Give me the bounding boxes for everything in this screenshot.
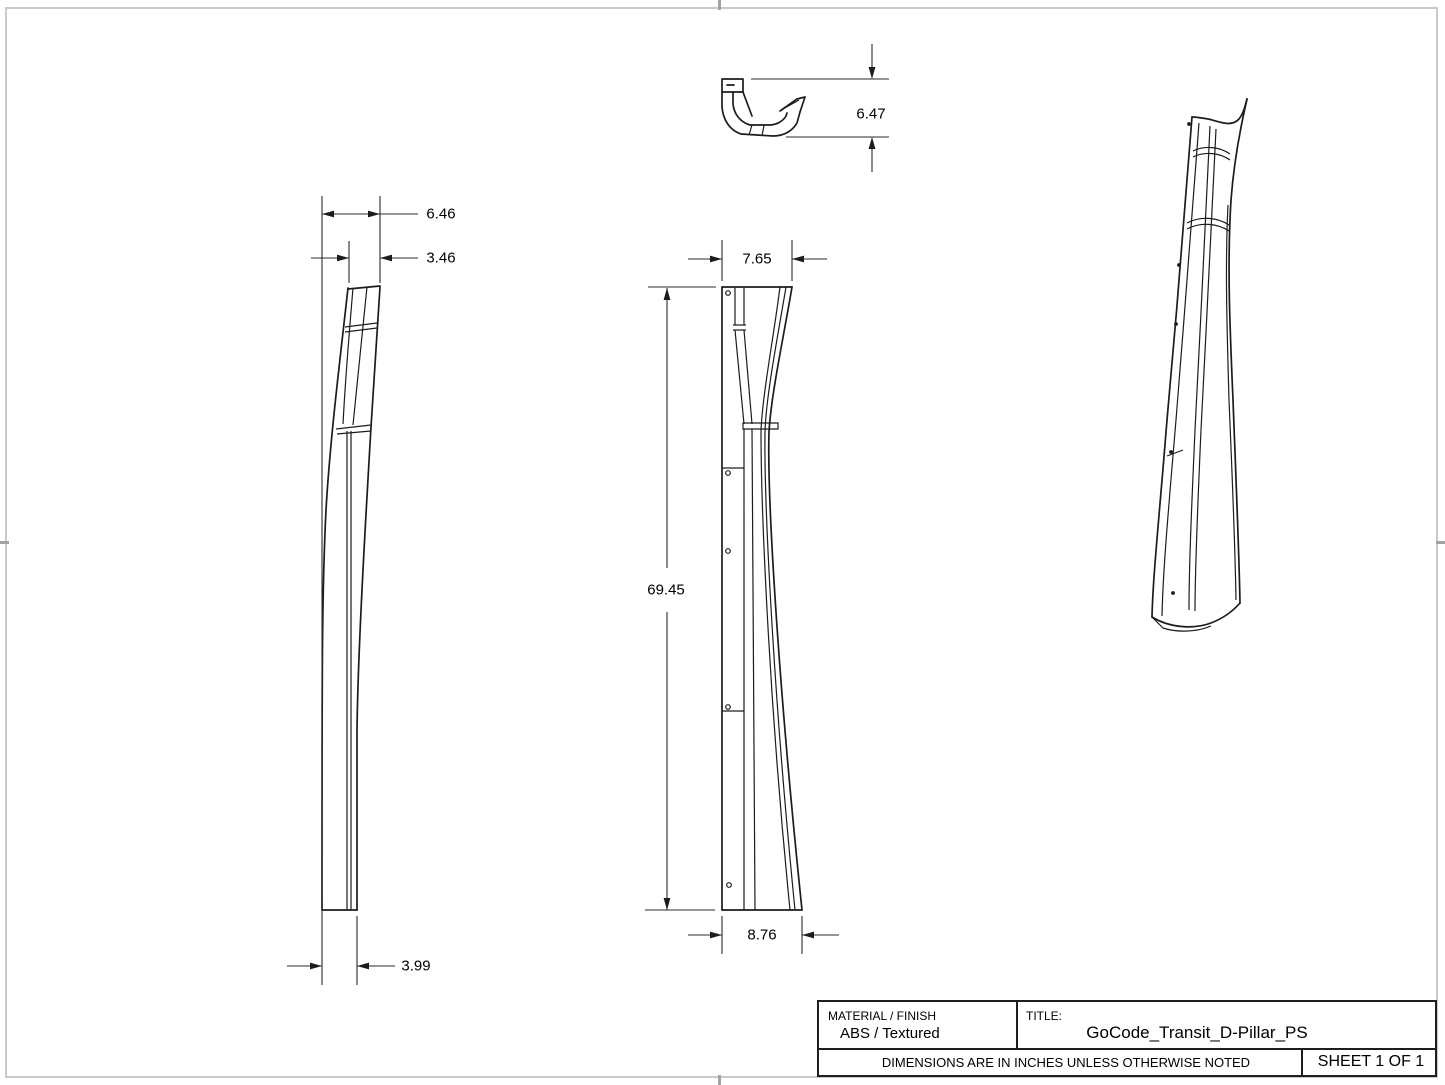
sheet-number: SHEET 1 OF 1 (1317, 1053, 1425, 1070)
dim-label-side-upper: 3.46 (426, 249, 456, 267)
dim-label-top-height: 6.47 (856, 105, 886, 123)
material-finish-label: MATERIAL / FINISH (828, 1009, 937, 1023)
dim-label-front-top: 7.65 (742, 250, 772, 268)
title-label: TITLE: (1026, 1009, 1063, 1023)
title-block (817, 1000, 1437, 1077)
isometric-view (1152, 99, 1247, 631)
front-view (722, 287, 802, 910)
material-finish-value: ABS / Textured (840, 1025, 940, 1042)
dim-label-front-height: 69.45 (647, 581, 685, 599)
dim-label-front-bottom: 8.76 (747, 926, 777, 944)
top-section-view (722, 79, 805, 136)
dim-label-side-overall: 6.46 (426, 205, 456, 223)
dimension-lines (287, 44, 889, 985)
side-profile-view (322, 286, 380, 910)
title-block-row-divider (819, 1048, 1435, 1050)
title-block-col-divider-bottom (1301, 1050, 1303, 1075)
title-block-col-divider-top (1016, 1002, 1018, 1048)
dim-label-side-bottom: 3.99 (401, 957, 431, 975)
units-note: DIMENSIONS ARE IN INCHES UNLESS OTHERWISE NOTED (881, 1055, 1251, 1070)
title-value: GoCode_Transit_D-Pillar_PS (1086, 1023, 1308, 1042)
